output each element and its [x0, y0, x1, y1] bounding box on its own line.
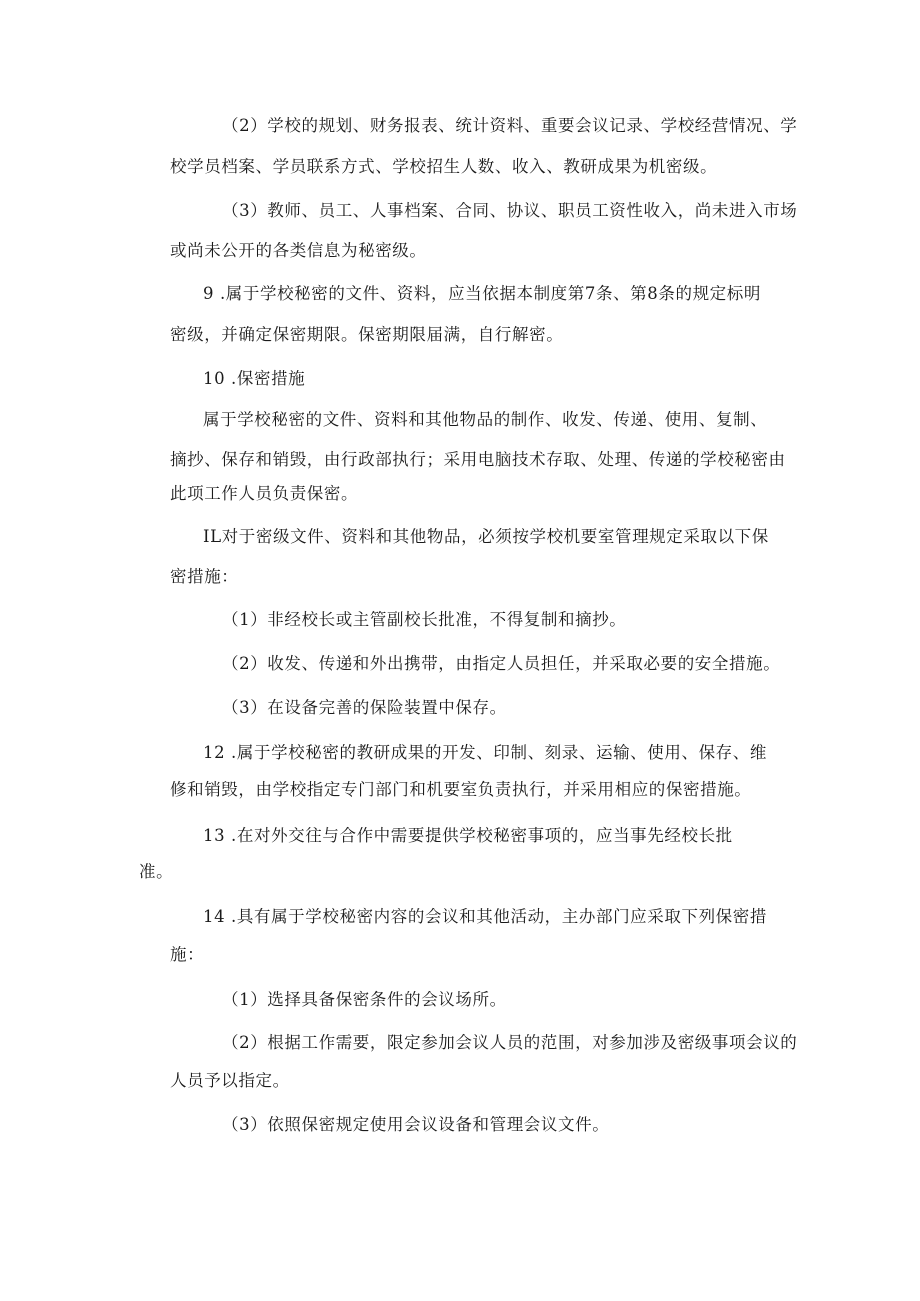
article-10-body-line-3: 此项工作人员负责保密。 — [170, 484, 359, 503]
article-10-heading: 10 .保密措施 — [203, 369, 306, 388]
measure-1: （1）非经校长或主管副校长批准，不得复制和摘抄。 — [222, 610, 627, 629]
measure-2: （2）收发、传递和外出携带，由指定人员担任，并采取必要的安全措施。 — [222, 654, 781, 673]
paragraph-3-line-1: （3）教师、员工、人事档案、合同、协议、职员工资性收入，尚未进入市场 — [222, 201, 798, 220]
meeting-measure-2-line-1: （2）根据工作需要，限定参加会议人员的范围，对参加涉及密级事项会议的 — [222, 1033, 798, 1052]
meeting-measure-2-line-2: 人员予以指定。 — [170, 1071, 290, 1090]
article-9-line-1: 9 .属于学校秘密的文件、资料，应当依据本制度第7条、第8条的规定标明 — [203, 284, 761, 303]
article-14-line-1: 14 .具有属于学校秘密内容的会议和其他活动，主办部门应采取下列保密措 — [203, 907, 767, 926]
article-14-line-2: 施： — [170, 945, 205, 964]
article-11-line-1: IL对于密级文件、资料和其他物品，必须按学校机要室管理规定采取以下保 — [203, 527, 769, 546]
article-11-line-2: 密措施： — [170, 567, 239, 586]
meeting-measure-1: （1）选择具备保密条件的会议场所。 — [222, 990, 507, 1009]
measure-3: （3）在设备完善的保险装置中保存。 — [222, 698, 507, 717]
article-12-line-1: 12 .属于学校秘密的教研成果的开发、印制、刻录、运输、使用、保存、维 — [203, 743, 767, 762]
article-12-line-2: 修和销毁，由学校指定专门部门和机要室负责执行，并采用相应的保密措施。 — [170, 780, 752, 799]
paragraph-3-line-2: 或尚未公开的各类信息为秘密级。 — [170, 241, 427, 260]
paragraph-2-line-1: （2）学校的规划、财务报表、统计资料、重要会议记录、学校经营情况、学 — [222, 116, 798, 135]
article-9-line-2: 密级，并确定保密期限。保密期限届满，自行解密。 — [170, 325, 564, 344]
article-10-body-line-1: 属于学校秘密的文件、资料和其他物品的制作、收发、传递、使用、复制、 — [203, 410, 768, 429]
paragraph-2-line-2: 校学员档案、学员联系方式、学校招生人数、收入、教研成果为机密级。 — [170, 157, 718, 176]
article-10-body-line-2: 摘抄、保存和销毁，由行政部执行；采用电脑技术存取、处理、传递的学校秘密由 — [170, 450, 786, 469]
meeting-measure-3: （3）依照保密规定使用会议设备和管理会议文件。 — [222, 1115, 610, 1134]
article-13-line-2: 准。 — [139, 862, 174, 881]
article-13-line-1: 13 .在对外交往与合作中需要提供学校秘密事项的，应当事先经校长批 — [203, 826, 733, 845]
